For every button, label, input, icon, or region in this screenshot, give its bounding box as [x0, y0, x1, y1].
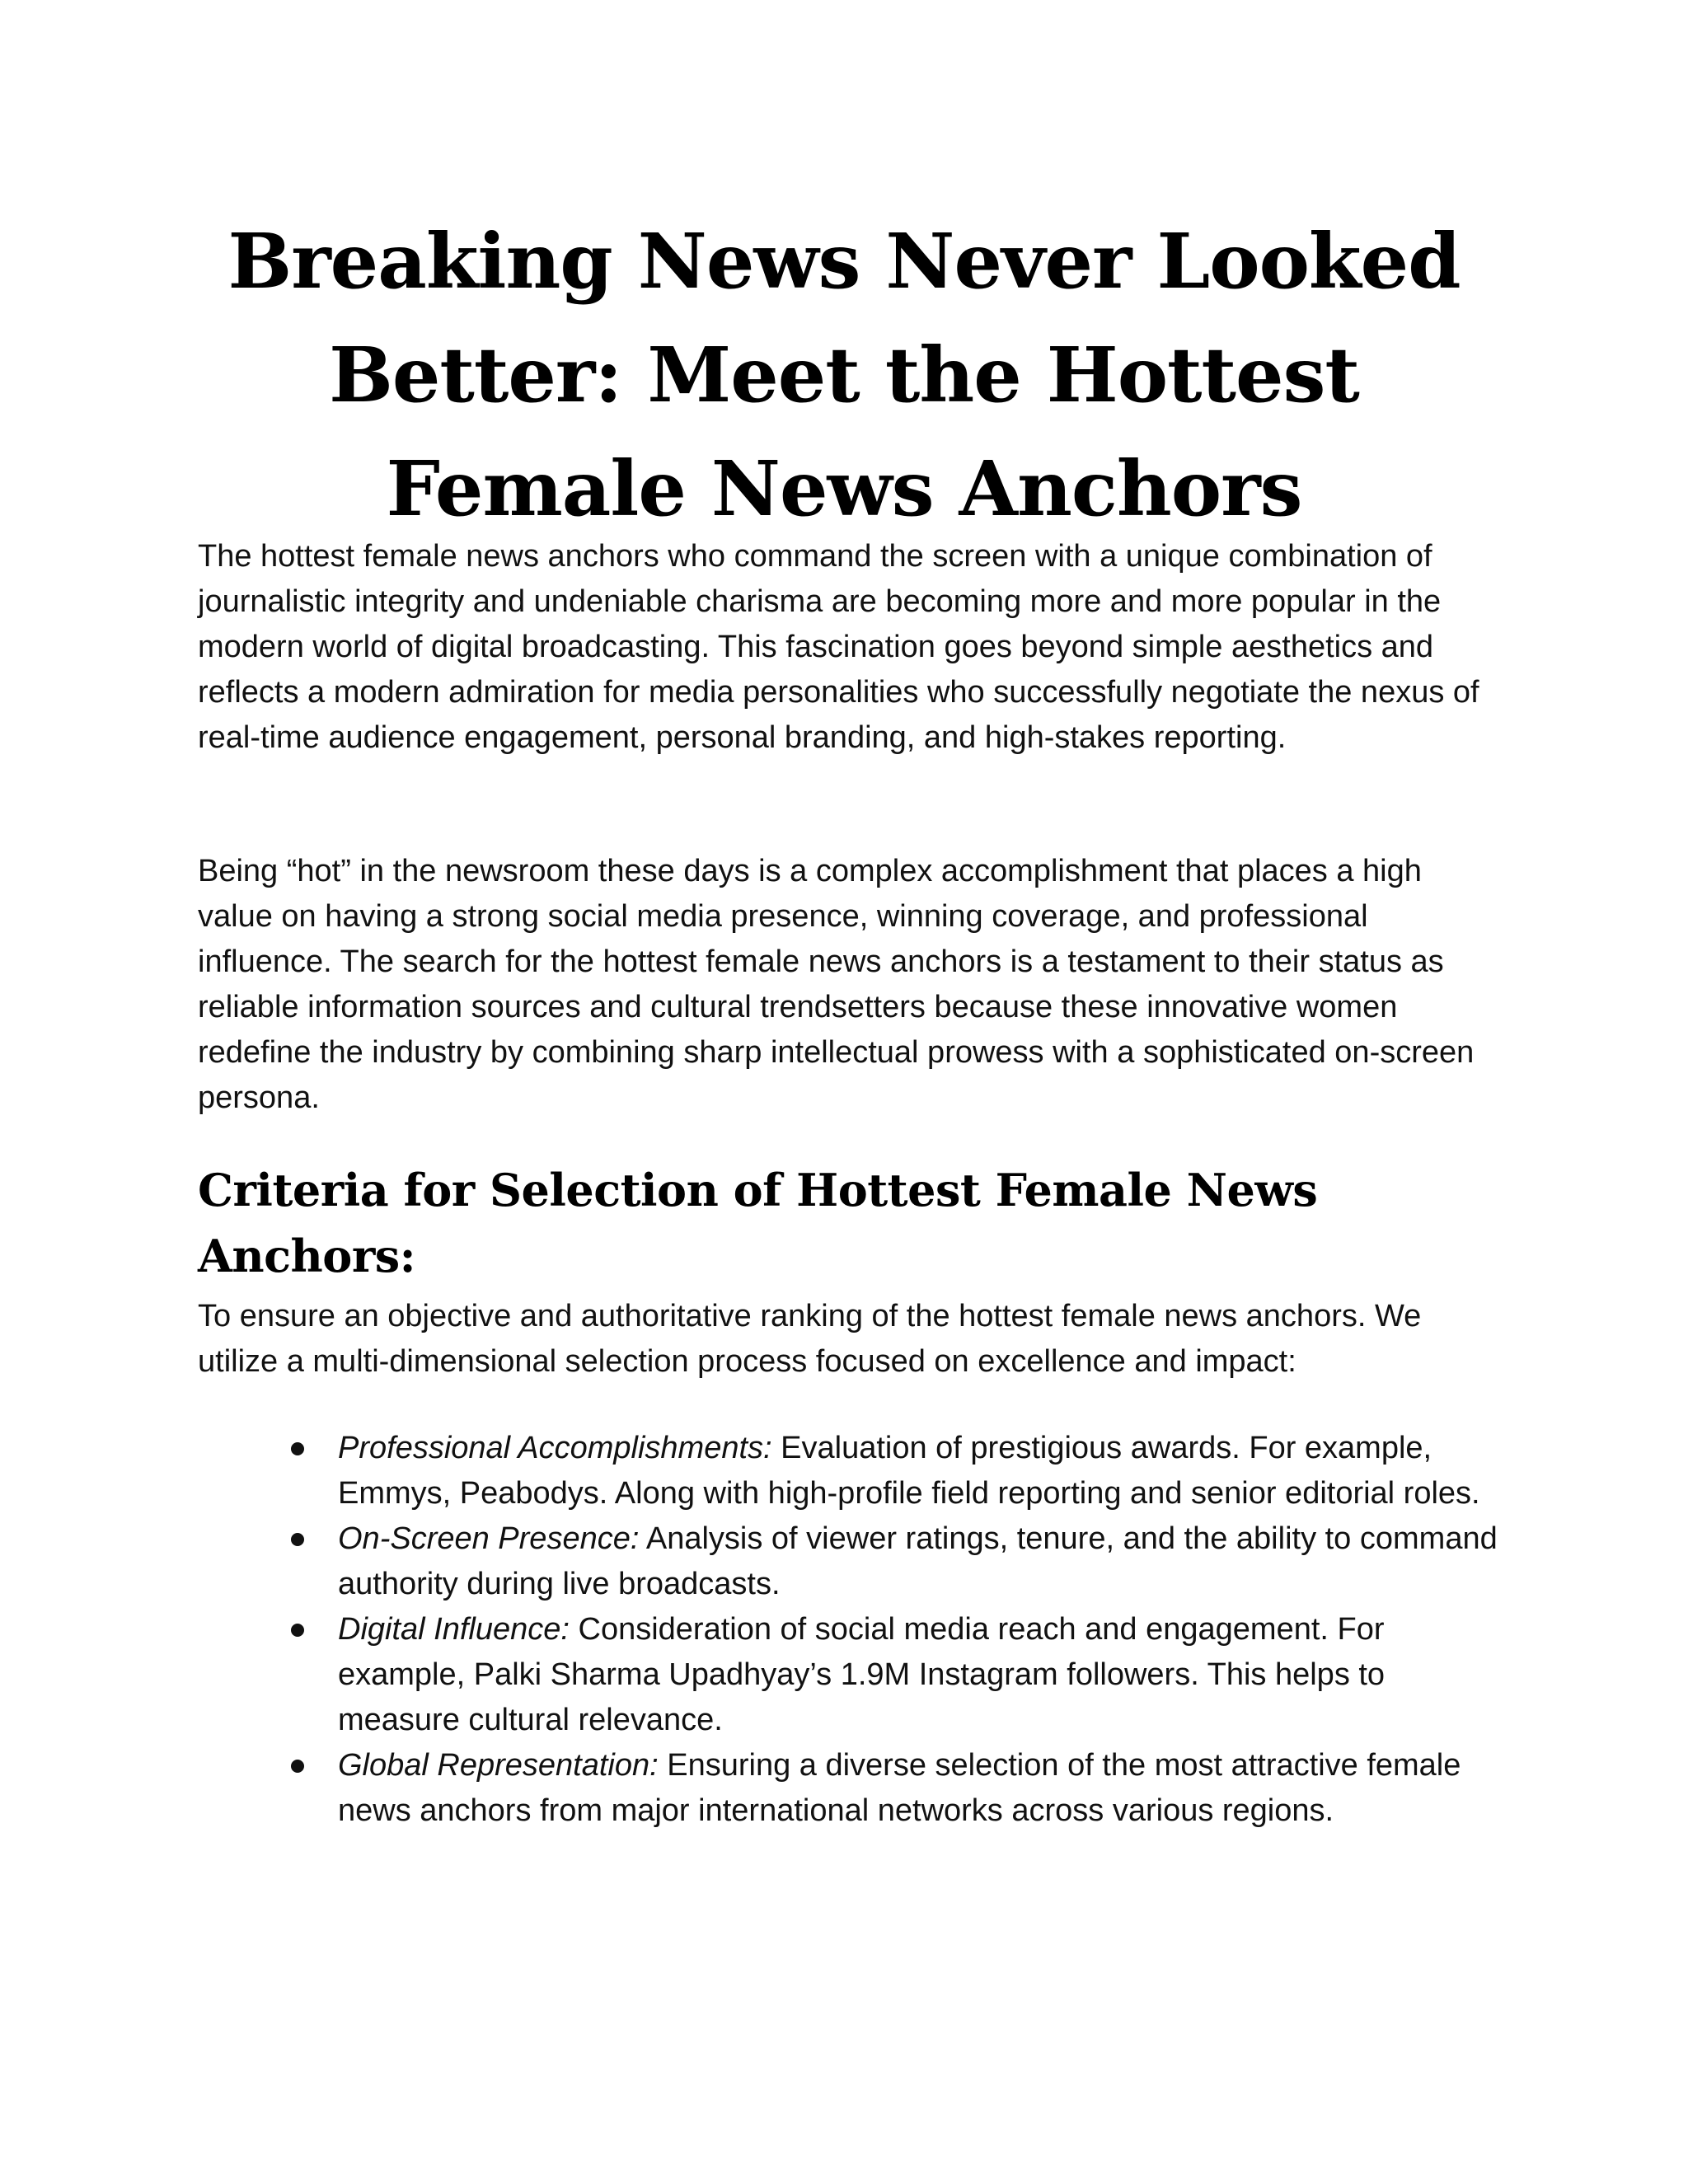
criteria-item-professional-accomplishments	[198, 1426, 1500, 1516]
criteria-item-text: Evaluation of prestigious awards. For example, Emmys, Peabodys. Along with high-profile field reporting and senior editorial roles.	[338, 1431, 1480, 1511]
criteria-item-text: Consideration of social media reach and engagement. For example, Palki Sharma Upadhyay’s 1.9M Instagram followers. This helps to measure cultural relevance.	[338, 1612, 1386, 1737]
criteria-item-label: Global Representation:	[338, 1748, 659, 1783]
hotness-paragraph: Being “hot” in the newsroom these days is a complex accomplishment that places a high value on having a strong social media presence, winning coverage, and professional influence. The search for the hottest female news anchors is a testament to their status as reliable information sources and cultural trendsetters because these innovative women redefine the industry by combining sharp intellectual prowess with a sophisticated on-screen persona.	[198, 854, 1475, 1115]
criteria-item-label: Professional Accomplishments:	[338, 1431, 772, 1465]
criteria-intro-paragraph: To ensure an objective and authoritative ranking of the hottest female news anchors. We utilize a multi-dimensional selection process focused on excellence and impact:	[198, 1299, 1422, 1379]
criteria-item-label: Digital Influence:	[338, 1612, 570, 1647]
criteria-item-global-representation	[198, 1743, 1500, 1834]
article-title: Breaking News Never Looked Better: Meet the Hottest Female News Anchors	[227, 217, 1461, 533]
criteria-item-digital-influence	[198, 1607, 1500, 1743]
bullet-icon	[291, 1760, 304, 1773]
criteria-item-text: Ensuring a diverse selection of the most attractive female news anchors from major international networks across various regions.	[338, 1748, 1461, 1828]
bullet-icon	[291, 1533, 304, 1546]
criteria-item-on-screen-presence	[198, 1516, 1500, 1607]
criteria-item-label: On-Screen Presence:	[338, 1521, 640, 1556]
bullet-icon	[291, 1624, 304, 1637]
bullet-icon	[291, 1442, 304, 1455]
intro-paragraph: The hottest female news anchors who command the screen with a unique combination of journalistic integrity and undeniable charisma are becoming more and more popular in the modern world of digital broadcasting. This fascination goes beyond simple aesthetics and reflects a modern admiration for media personalities who successfully negotiate the nexus of real-time audience engagement, personal branding, and high-stakes reporting.	[198, 539, 1479, 755]
criteria-heading: Criteria for Selection of Hottest Female News Anchors:	[198, 1164, 1318, 1282]
criteria-item-text: Analysis of viewer ratings, tenure, and the ability to command authority during live broadcasts.	[338, 1521, 1498, 1601]
criteria-list	[198, 1426, 1500, 1834]
